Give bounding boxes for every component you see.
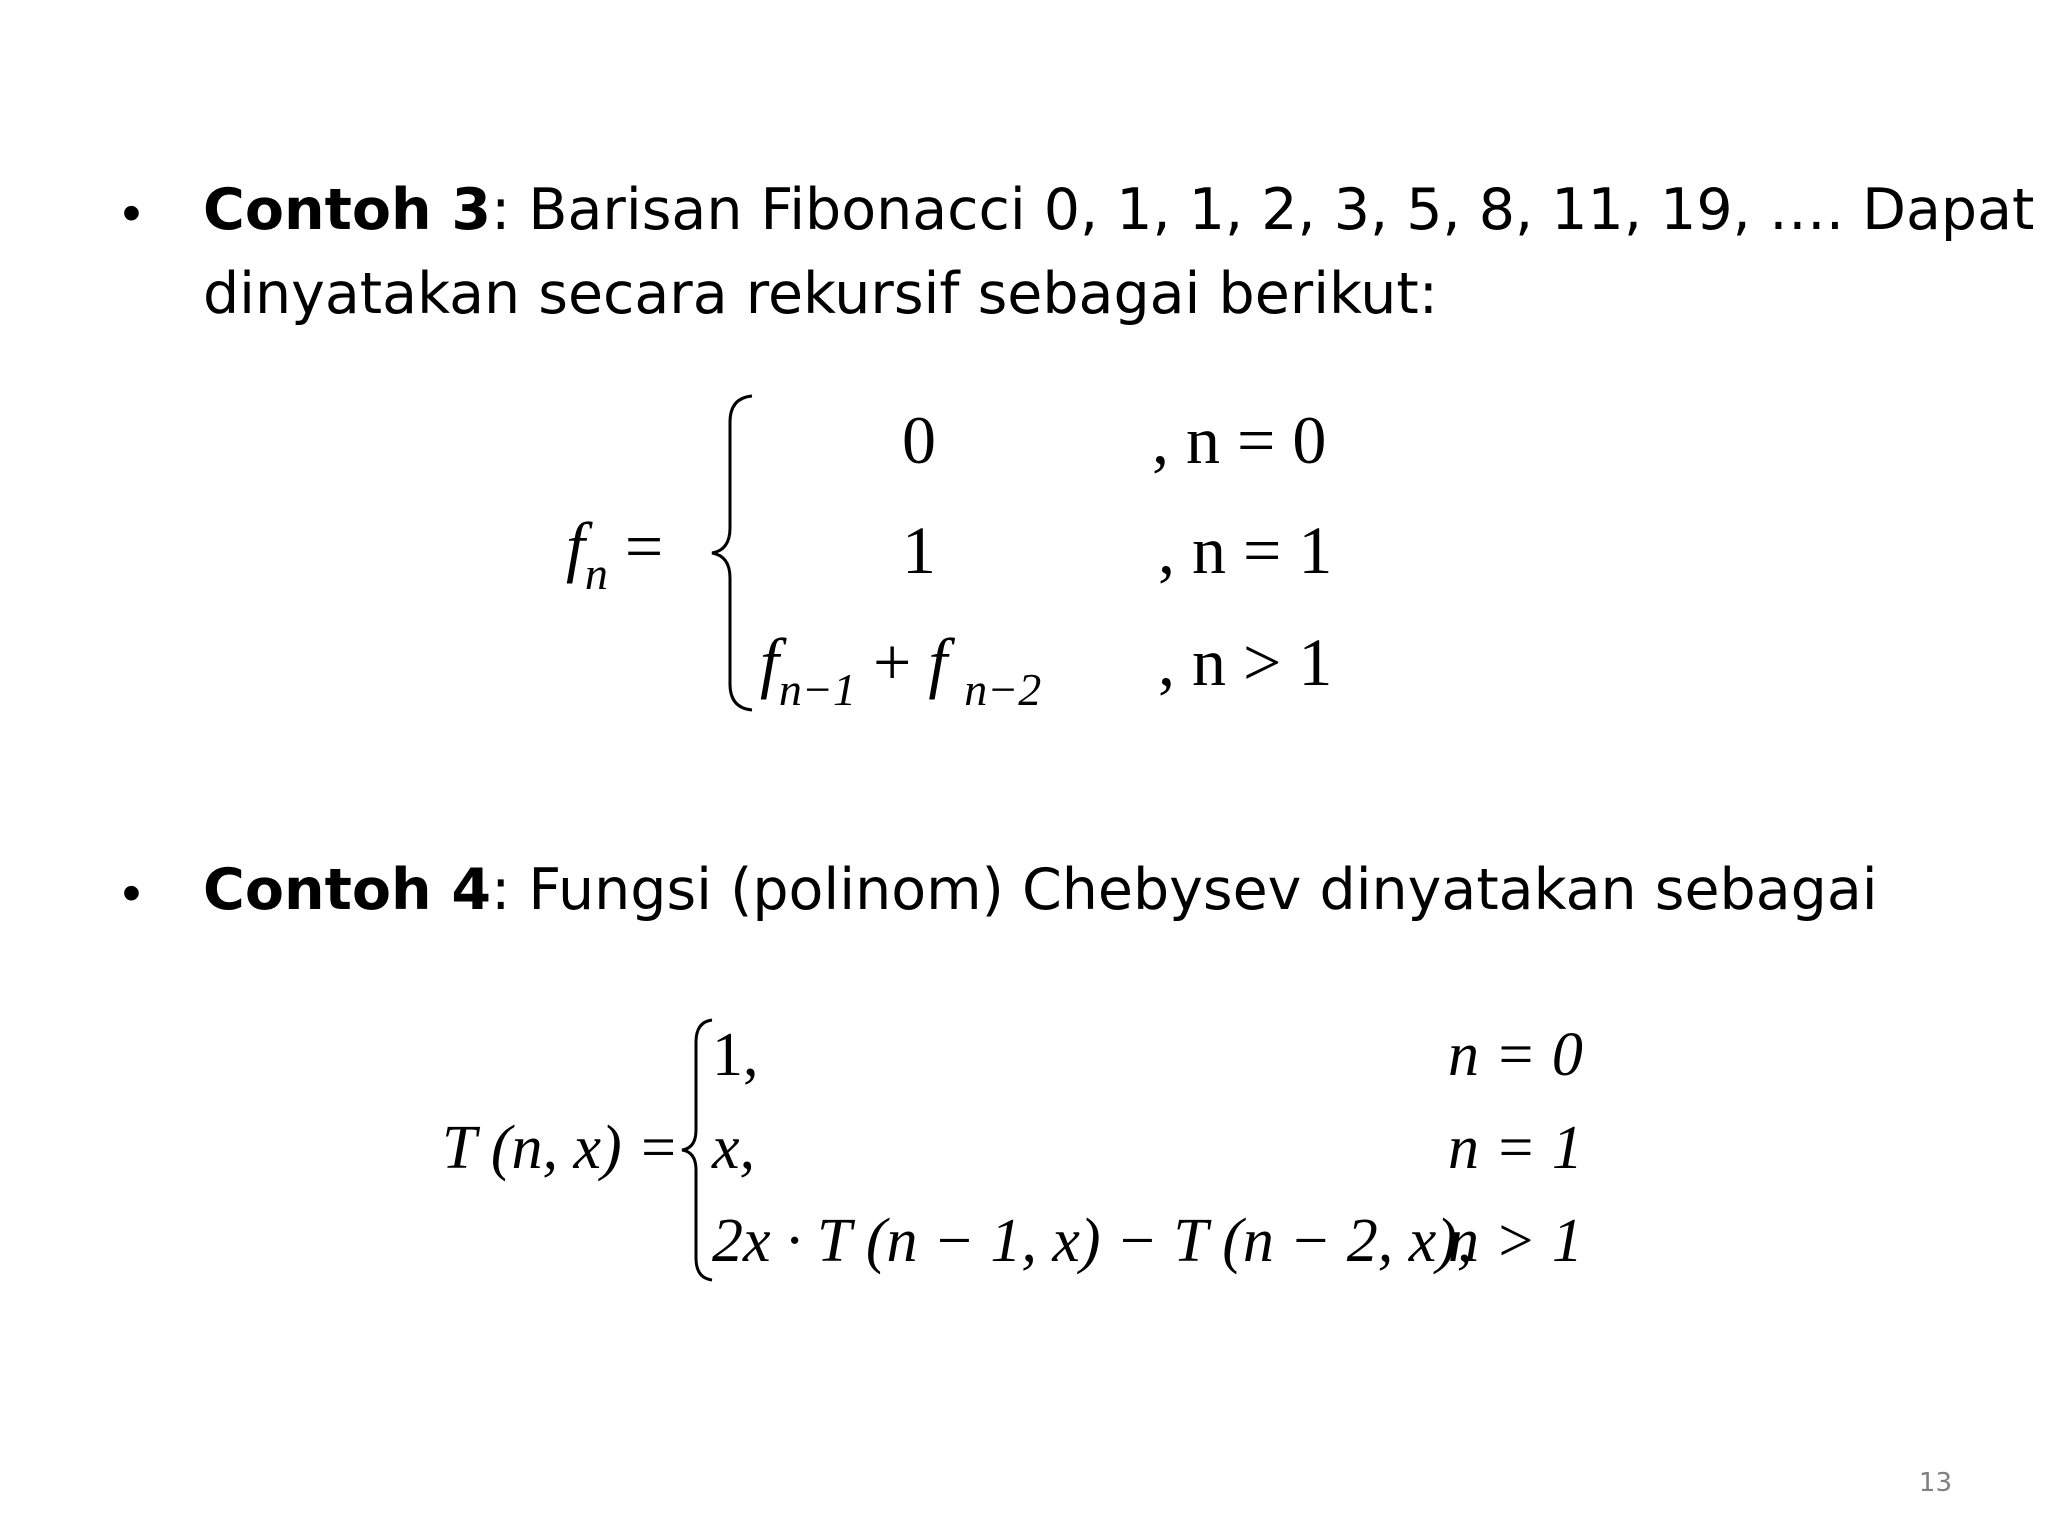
fib-left-brace [706,392,762,714]
fib-lhs [566,508,664,599]
cheb-case-3-condition: n > 1 [1448,1207,1583,1275]
bullet-contoh-3: • [122,183,141,243]
fib-case-2-value: 1 [902,512,936,588]
contoh-4-label: Contoh 4 [203,857,492,923]
cheb-lhs: T (n, x) = [442,1114,680,1182]
fib-eq: = [624,508,664,584]
contoh-3-line-1 [203,168,2034,252]
fib-case-3-sub2: n−2 [964,664,1042,715]
cheb-case-1-condition: n = 0 [1448,1021,1583,1089]
fib-case-3-sub1: n−1 [778,664,856,715]
cheb-case-2-condition: n = 1 [1448,1114,1583,1182]
contoh-3-line-2: dinyatakan secara rekursif sebagai berikut: [203,261,1438,327]
page-number: 13 [1918,1468,1952,1498]
bullet-contoh-4: • [122,863,141,923]
fib-case-3-f1: f [760,624,779,700]
fib-case-1-value: 0 [902,402,936,478]
contoh-3-label: Contoh 3 [203,177,492,243]
fib-case-3-f2: f [928,624,948,700]
fib-case-3-value [760,624,1042,715]
fib-n: n [584,548,608,599]
contoh-3-text-1: : Barisan Fibonacci 0, 1, 1, 2, 3, 5, 8, 11, 19, …. Dapat [491,177,2035,243]
fib-case-3-condition: , n > 1 [1158,624,1333,700]
fib-case-2-condition: , n = 1 [1158,512,1333,588]
fib-f: f [566,508,585,584]
cheb-case-1-value: 1, [712,1021,759,1089]
contoh-4-text: : Fungsi (polinom) Chebysev dinyatakan sebagai [491,857,1878,923]
cheb-case-2-value: x, [712,1114,756,1182]
fib-case-3-plus: + [855,624,929,700]
fib-case-1-condition: , n = 0 [1152,402,1327,478]
cheb-case-3-value: 2x · T (n − 1, x) − T (n − 2, x), [712,1207,1473,1275]
contoh-4-line [203,848,1878,932]
